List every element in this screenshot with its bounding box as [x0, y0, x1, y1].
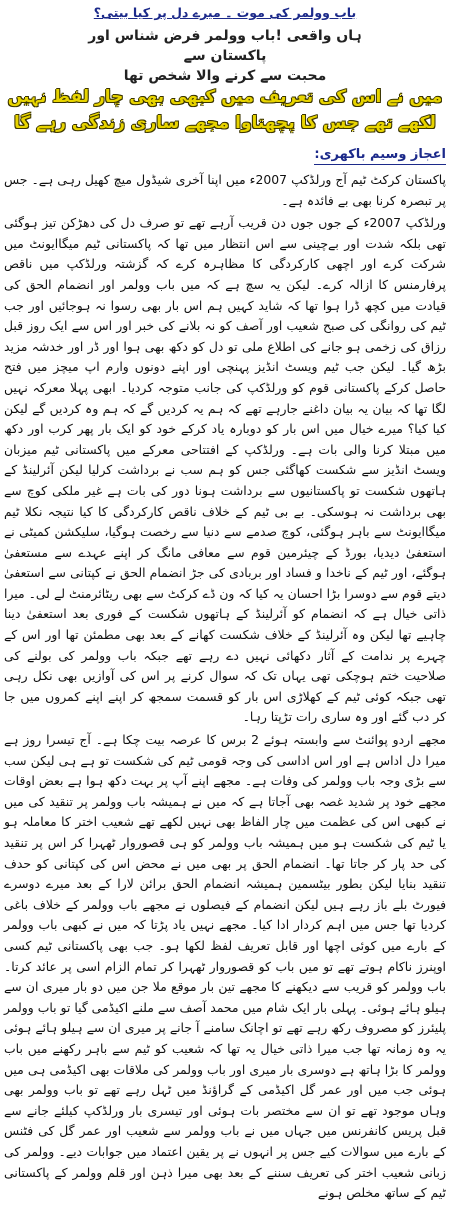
article-top-title[interactable]: باب وولمر کی موت ۔ میرے دل پر کیا بیتی؟	[93, 5, 357, 20]
sub-heading-line-1: ہاں واقعی !باب وولمر فرض شناس اور پاکستان سے	[88, 28, 362, 64]
article-paragraph-3: مجھے اردو پوائنٹ سے وابستہ ہوئے 2 برس کا عرصہ بیت چکا ہے۔ آج تیسرا روز ہے میرا دل اداس ہے اور اس اداسی کی وجہ قومی ٹیم کی شکست تو ہے ہی لیکن سب سے بڑی وجہ باب وولمر کی وفات ہے۔ مجھے اپنے آپ پر بہت دکھ ہوا ہے بعض اوقات مجھے خود پر شدید غصہ بھی آجاتا ہے کہ میں نے ہمیشہ باب وولمر پر تنقید کی میں نے کبھی اس کی عظمت میں چار الفاظ بھی نہیں لکھے تھے شعیب اختر کا معاملہ ہو یا ٹیم کی شکست ہو میں ہمیشہ باب وولمر کو ہی قصوروار ٹھہرا کر اس پر تنقید کی حد پار کر جاتا تھا۔ انضمام الحق پر بھی میں نے محض اس کی کپتانی کو حدف تنقید بنایا لیکن بطور بیٹسمین ہمیشہ انضمام الحق برائن لارا کے بعد میرے دوسرے فیورٹ بلے باز رہے ہیں لیکن انضمام کے فیصلوں نے مجھے باب وولمر کے خلاف باغی کردیا تھا جس میں اہم کردار ادا کیا۔ مجھے نہیں یاد پڑتا کہ میں نے کبھی باب وولمر کے بارے میں کوئی اچھا اور قابل تعریف لفظ لکھا ہو۔ جب بھی پاکستانی ٹیم کسی اوپنرز ناکام ہوتے تھے تو میں باب کو قصوروار ٹھہرا کر تمام الزام اسی پر عائد کرتا۔ باب وولمر کو قریب سے دیکھنے کا مجھے تین بار موقع ملا جن میں دو بار میری ان سے ہیلو ہائے ہوئی۔ پہلی بار ایک شام میں محمد آصف سے ملنے اکیڈمی گیا تو باب وولمر پلیئرز کو مصروف رکھ رہے تھے تو اچانک سامنے آ جانے پر میری ان سے ہیلو ہائے ہوئی یہ وہ زمانہ تھا جب میرا ذاتی خیال یہ تھا کہ شعیب کو ٹیم سے باہر رکھنے میں باب وولمر کا بڑا ہاتھ ہے دوسری بار میری اور باب وولمر کی ملاقات بھی اکیڈمی ہی میں ہوئی جب میں اور عمر گل اکیڈمی کے گراؤنڈ میں ٹہل رہے تھے تو باب وولمر بھی وہاں موجود تھے تو ان سے مختصر بات ہوئی اور تیسری بار ورلڈکپ کیلئے جانے سے قبل پریس کانفرنس میں جہاں میں نے باب وولمر سے شعیب اور عمر گل کی فٹنس کے بارے میں سوالات کیے جس پر انہوں نے پر یقین اعتماد میں جوابات دیے۔ وولمر کی زبانی شعیب اختر کی تعریف سننے کے بعد بھی میرا ذہن اور قلم وولمر کے پاکستانی ٹیم کے ساتھ مخلص ہونے	[4, 732, 446, 1201]
sub-heading	[60, 26, 390, 86]
headline	[2, 84, 448, 136]
sub-heading-line-2: محبت سے کرنے والا شخص تھا	[123, 68, 327, 84]
article-paragraph-1: پاکستان کرکٹ ٹیم آج ورلڈکپ 2007ء میں اپنا آخری شیڈول میچ کھیل رہی ہے۔ جس پر تبصرہ کرنا بھی بے فائدہ ہے۔	[4, 172, 446, 208]
headline-line-2: لکھے تھے جس کا پچھتاوا مجھے ساری زندگی رہے گا	[14, 113, 436, 133]
article-paragraph-2: ورلڈکپ 2007ء کے جوں جوں دن قریب آرہے تھے تو صرف دل کی دھڑکن تیز ہوگئی تھی بلکہ شدت اور بےچینی سے اس انتظار میں تھا کہ پاکستانی ٹیم میگاایونٹ میں شرکت کرے اور اچھی کارکردگی کا مظاہرہ کرے کہ گزشتہ ورلڈکپ میں ناقص پرفارمنس کا ازالہ کرے۔ لیکن یہ سچ ہے کہ میں باب وولمر اور انضمام الحق کی قیادت میں کچھ ڈرا ہوا تھا کہ شاید کہیں ہم اس بار بھی رسوا نہ ہوجائیں اور جب ٹیم کی روانگی کی صبح شعیب اور آصف کو نہ بلانے کی خبر اور اس سے ایک روز قبل رزاق کی زخمی ہو جانے کی اطلاع ملی تو دل کو دکھ بھی ہوا اور ڈر اور خدشہ مزید بڑھ گیا۔ لیکن جب ٹیم ویسٹ انڈیز پہنچی اور اپنے دونوں وارم اپ میچز میں فتح حاصل کرکے پاکستانی قوم کو ورلڈکپ کی جانب متوجہ کردیا۔ ابھی پہلا معرکہ نہیں لگا تھا کہ بیان یہ بیان داغنے جارہے تھے کہ ہم یہ کردیں گے کہ ہم وہ کردیں گے لیکن کیا کیا؟ میرے خیال میں اس بار کو دوبارہ یاد کرکے خود کو ایک بار پھر کرب اور دکھ میں مبتلا کرنا والی بات ہے۔ ورلڈکپ کے افتتاحی معرکے میں پاکستانی ٹیم میزبان ویسٹ انڈیز سے شکست کھاگئی جس کو ہم سب نے برداشت کرلیا لیکن آئرلینڈ کے ہاتھوں شکست تو پاکستانیوں سے برداشت ہونا دور کی بات ہے غیر ملکی کوچ سے بھی برداشت نہ ہوسکی۔ بے بی ٹیم کے خلاف ناقص کارکردگی کا کیا نتیجہ نکلا ٹیم میگاایونٹ سے باہر ہوگئی، کوچ صدمے سے دنیا سے رخصت ہوگیا، سلیکشن کمیٹی نے استعفیٰ دیدیا، بورڈ کے چیئرمین قوم سے معافی مانگ کر اپنے عہدے سے مستعفیٰ ہوگئے، اور ٹیم کے ناخدا و فساد اور بربادی کی جڑ انضمام الحق نے کپتانی سے استعفیٰ دیتے قوم سے دوسرا بڑا احسان یہ کیا کہ ون ڈے کرکٹ سے بھی ریٹائرمنٹ لے لی۔ میرا ذاتی خیال ہے کہ انضمام کو آئرلینڈ کے ہاتھوں شکست کے فوری بعد استعفیٰ دینا چاہیے تھا لیکن وہ آئرلینڈ کے خلاف شکست کھانے کے بعد بھی مطمئن تھا اور اس کے چہرے پر ندامت کے آثار دکھائی نہیں دے رہے تھے جبکہ باب وولمر کی بولنے کی صلاحیت ختم ہوچکی تھی یہاں تک کہ سوال کرنے پر اس کی آوازیں بھی نکل رہی تھی جبکہ کوئی ٹیم کے کھلاڑی اس بار کو قسمت سمجھ کر اپنے اپنے کمروں میں جا کر دب گئے اور وہ ساری رات تڑپتا رہا۔	[4, 215, 446, 725]
author-byline: اعجاز وسیم باکھری:	[314, 146, 446, 165]
headline-line-1: میں نے اس کی تعریف میں کبھی بھی چار لفظ نہیں	[7, 87, 443, 107]
top-title-wrap	[0, 2, 450, 23]
article-body	[4, 170, 446, 1206]
